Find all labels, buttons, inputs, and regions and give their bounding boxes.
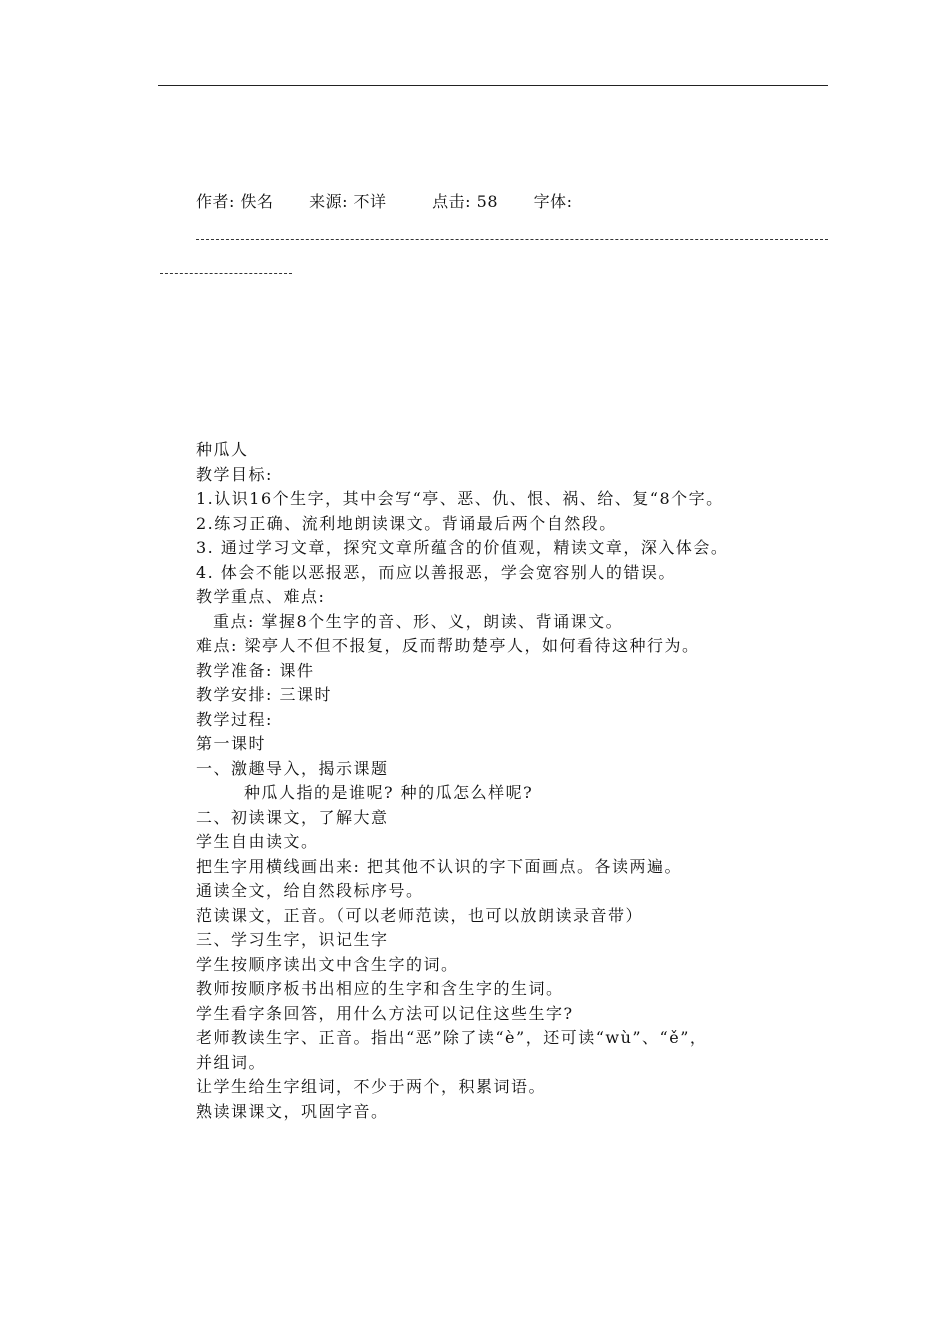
step-text: 范读课文，正音。（可以老师范读，也可以放朗读录音带） xyxy=(196,905,644,925)
step-text: 种瓜人指的是谁呢? 种的瓜怎么样呢? xyxy=(244,783,534,802)
step-text: 学生看字条回答，用什么方法可以记住这些生字? xyxy=(196,1003,574,1023)
step-text: 让学生给生字组词，不少于两个，积累词语。 xyxy=(196,1077,547,1096)
section-heading: 教学重点、难点: xyxy=(196,587,326,606)
difficult-point: 难点: 梁亭人不但不报复，反而帮助楚亭人，如何看待这种行为。 xyxy=(196,636,700,655)
step-heading: 二、初读课文，了解大意 xyxy=(196,807,389,827)
objective-item: 3. 通过学习文章，探究文章所蕴含的价值观，精读文章，深入体会。 xyxy=(196,538,729,557)
schedule: 教学安排: 三课时 xyxy=(196,685,332,704)
step-text: 学生按顺序读出文中含生字的词。 xyxy=(196,954,459,974)
step-text: 把生字用横线画出来: 把其他不认识的字下面画点。各读两遍。 xyxy=(196,856,682,876)
top-divider xyxy=(158,85,828,86)
section-heading: 教学目标: xyxy=(196,464,273,484)
font-size-field: 字体: xyxy=(533,192,573,211)
section-heading: 教学过程: xyxy=(196,709,273,729)
step-text: 并组词。 xyxy=(196,1052,267,1072)
step-heading: 三、学习生字，识记生字 xyxy=(196,930,389,949)
clicks-field: 点击: 58 xyxy=(432,192,498,211)
step-heading: 一、激趣导入，揭示课题 xyxy=(196,758,389,778)
step-text: 老师教读生字、正音。指出“恶”除了读“è”，还可读“wù”、“ě”， xyxy=(196,1028,708,1047)
document-body xyxy=(196,438,836,1124)
dashed-divider-continuation xyxy=(160,273,292,274)
dashed-divider xyxy=(196,239,828,240)
document-title: 种瓜人 xyxy=(196,440,249,459)
objective-item: 4. 体会不能以恶报恶，而应以善报恶，学会宽容别人的错误。 xyxy=(196,562,676,582)
step-text: 通读全文，给自然段标序号。 xyxy=(196,881,424,900)
source-field: 来源: 不详 xyxy=(309,192,387,211)
author-field: 作者: 佚名 xyxy=(196,192,274,211)
lesson-heading: 第一课时 xyxy=(196,734,267,753)
article-meta xyxy=(196,189,573,212)
objective-item: 1.认识16个生字，其中会写“亭、恶、仇、恨、祸、给、复“8个字。 xyxy=(196,489,724,508)
step-text: 学生自由读文。 xyxy=(196,832,319,851)
key-point: 重点: 掌握8个生字的音、形、义，朗读、背诵课文。 xyxy=(213,611,624,631)
preparation: 教学准备: 课件 xyxy=(196,660,315,680)
objective-item: 2.练习正确、流利地朗读课文。背诵最后两个自然段。 xyxy=(196,513,617,533)
step-text: 教师按顺序板书出相应的生字和含生字的生词。 xyxy=(196,979,564,998)
step-text: 熟读课课文，巩固字音。 xyxy=(196,1101,389,1121)
